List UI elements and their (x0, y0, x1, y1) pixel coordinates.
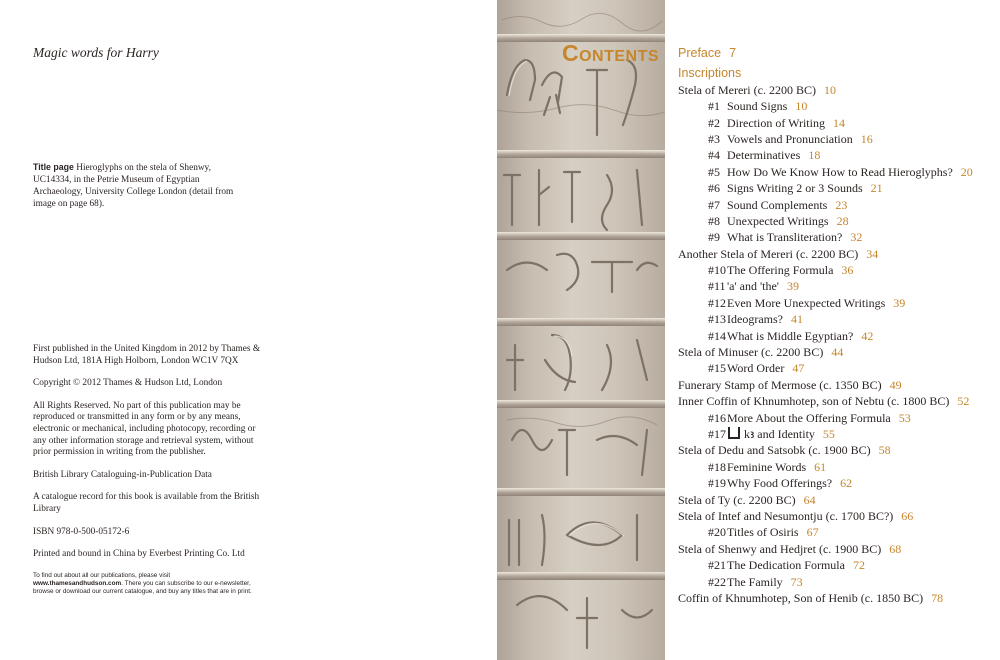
toc-page-number: 72 (852, 558, 865, 573)
toc-page-number: 64 (803, 492, 816, 507)
toc-entry-title: Another Stela of Mereri (c. 2200 BC) (678, 246, 859, 261)
toc-entry-title: Signs Writing 2 or 3 Sounds (727, 181, 863, 196)
contents-title: Contents (562, 40, 660, 66)
toc-page-number: 44 (831, 345, 844, 360)
toc-page-number: 10 (823, 82, 836, 97)
stela-hieroglyph-image (497, 0, 665, 660)
toc-entry-number: #22 (708, 574, 726, 589)
toc-page-number: 73 (790, 574, 803, 589)
title-page-caption (33, 161, 248, 210)
toc-subentry[interactable] (678, 312, 1000, 328)
toc-page-number: 10 (795, 99, 808, 114)
toc-entry-number: #2 (708, 115, 720, 130)
toc-entry-title: Sound Complements (727, 197, 828, 212)
toc-entry-title: What is Middle Egyptian? (727, 328, 854, 343)
toc-page-number: 62 (840, 476, 853, 491)
toc-entry-title: 'a' and 'the' (727, 279, 779, 294)
toc-page-number: 28 (836, 213, 849, 228)
toc-entry[interactable] (678, 509, 1000, 525)
toc-entry-title: More About the Offering Formula (727, 410, 891, 425)
toc-entry-title: Titles of Osiris (727, 525, 799, 540)
toc-subentry[interactable] (678, 214, 1000, 230)
toc-entry-title: Preface (678, 46, 722, 60)
ka-glyph-icon (727, 427, 741, 439)
toc-page-number: 41 (790, 312, 803, 327)
toc-page-number: 52 (957, 394, 970, 409)
toc-entry-number: #15 (708, 361, 726, 376)
toc-entry-title: Unexpected Writings (727, 213, 829, 228)
toc-subentry[interactable] (678, 575, 1000, 591)
toc-subentry[interactable] (678, 296, 1000, 312)
toc-entry-title: Stela of Mereri (c. 2200 BC) (678, 82, 816, 97)
toc-entry-number: #10 (708, 263, 726, 278)
toc-subentry[interactable] (678, 198, 1000, 214)
toc-entry-title: Stela of Intef and Nesumontju (c. 1700 BC?) (678, 508, 894, 523)
imprint-block (33, 344, 263, 608)
toc-page-number: 16 (860, 131, 873, 146)
toc-entry-number: #21 (708, 558, 726, 573)
toc-entry-title: Feminine Words (727, 459, 807, 474)
toc-entry[interactable] (678, 378, 1000, 394)
caption-label: Title page (33, 162, 74, 172)
toc-entry-title: The Family (727, 574, 783, 589)
copyright: Copyright © 2012 Thames & Hudson Ltd, London (33, 378, 223, 389)
toc-entry[interactable] (678, 493, 1000, 509)
toc-entry[interactable] (678, 591, 1000, 607)
table-of-contents (678, 46, 1000, 607)
toc-page-number: 23 (835, 197, 848, 212)
toc-entry-number: #11 (708, 279, 726, 294)
toc-entry-number: #7 (708, 197, 720, 212)
toc-entry-title: Stela of Ty (c. 2200 BC) (678, 492, 796, 507)
toc-subentry[interactable] (678, 230, 1000, 246)
toc-entry-number: #17 (708, 426, 726, 441)
toc-entry-title: Sound Signs (727, 99, 788, 114)
isbn: ISBN 978-0-500-05172-6 (33, 526, 130, 537)
toc-entry-title: Stela of Dedu and Satsobk (c. 1900 BC) (678, 443, 871, 458)
toc-page-number: 55 (822, 426, 835, 441)
toc-subentry[interactable] (678, 165, 1000, 181)
toc-subentry[interactable] (678, 132, 1000, 148)
toc-entry-number: #12 (708, 295, 726, 310)
publisher-note: To find out about all our publications, please visit www.thamesandhudson.com. There you can subscribe to our e-newsletter, browse or download our current catalogue, and buy any titles that are in print. (33, 571, 252, 596)
toc-entry-number: #8 (708, 213, 720, 228)
toc-page-number: 67 (806, 525, 819, 540)
toc-page-number: 14 (832, 115, 845, 130)
toc-subentry[interactable] (678, 148, 1000, 164)
toc-entry[interactable] (678, 394, 1000, 410)
toc-page-number: 58 (878, 443, 891, 458)
toc-entry-title: The Offering Formula (727, 263, 834, 278)
toc-entry-number: #16 (708, 410, 726, 425)
toc-subentry[interactable] (678, 279, 1000, 295)
toc-page-number: 7 (729, 46, 737, 60)
caption-text: Hieroglyphs on the stela of Shenwy, UC14334, in the Petrie Museum of Egyptian Archaeology, University College London (detail from image on page 68). (33, 163, 234, 209)
toc-entry-title: Funerary Stamp of Mermose (c. 1350 BC) (678, 377, 882, 392)
toc-entry-number: #5 (708, 164, 720, 179)
toc-entry-title: What is Transliteration? (727, 230, 843, 245)
toc-subentry[interactable] (678, 558, 1000, 574)
toc-entry[interactable] (678, 83, 1000, 99)
toc-entry-title: Word Order (727, 361, 785, 376)
toc-entry[interactable] (678, 542, 1000, 558)
toc-entry[interactable] (678, 345, 1000, 361)
toc-entry-title: Why Food Offerings? (727, 476, 833, 491)
toc-subentry[interactable] (678, 525, 1000, 541)
toc-entry-title: Determinatives (727, 148, 801, 163)
toc-page-number: 61 (814, 459, 827, 474)
toc-entry-number: #20 (708, 525, 726, 540)
toc-entry-number: #1 (708, 99, 720, 114)
toc-subentry[interactable] (678, 99, 1000, 115)
catalogue-record: A catalogue record for this book is available from the British Library (33, 492, 260, 514)
toc-entry-number: #9 (708, 230, 720, 245)
toc-subentry[interactable] (678, 460, 1000, 476)
toc-entry-title: Stela of Minuser (c. 2200 BC) (678, 345, 824, 360)
toc-page-number: 49 (889, 377, 902, 392)
toc-page-number: 47 (792, 361, 805, 376)
dedication: Magic words for Harry (33, 45, 159, 60)
toc-entry-number: #3 (708, 131, 720, 146)
toc-section[interactable] (678, 46, 1000, 62)
toc-section[interactable] (678, 66, 1000, 82)
toc-entry-title: How Do We Know How to Read Hieroglyphs? (727, 164, 953, 179)
toc-entry-number: #13 (708, 312, 726, 327)
toc-page-number: 20 (960, 164, 973, 179)
toc-entry-title: Inscriptions (678, 66, 742, 81)
toc-page-number: 68 (889, 541, 902, 556)
toc-subentry[interactable] (678, 476, 1000, 492)
toc-page-number: 39 (786, 279, 799, 294)
cip-data: British Library Cataloguing-in-Publication Data (33, 469, 212, 480)
toc-entry-number: #4 (708, 148, 720, 163)
printed-by: Printed and bound in China by Everbest Printing Co. Ltd (33, 549, 245, 560)
toc-subentry[interactable] (678, 116, 1000, 132)
toc-page-number: 21 (870, 181, 883, 196)
toc-page-number: 32 (850, 230, 863, 245)
toc-entry-number: #18 (708, 459, 726, 474)
toc-entry-title: The Dedication Formula (727, 558, 845, 573)
toc-page-number: 78 (931, 590, 944, 605)
toc-subentry[interactable] (678, 181, 1000, 197)
toc-entry-title: Inner Coffin of Khnumhotep, son of Nebtu (c. 1800 BC) (678, 394, 950, 409)
toc-subentry[interactable] (678, 361, 1000, 377)
toc-subentry[interactable] (678, 427, 1000, 443)
toc-page-number: 39 (893, 295, 906, 310)
rights-notice: All Rights Reserved. No part of this publication may be reproduced or transmitted in any form or by any means, electronic or mechanical, including photocopy, recording or any other information storage and retrieval system, without prior permission in writing from the publisher. (33, 400, 256, 458)
toc-subentry[interactable] (678, 329, 1000, 345)
left-page (0, 0, 497, 660)
toc-entry-number: #6 (708, 181, 720, 196)
toc-entry-title: Even More Unexpected Writings (727, 295, 886, 310)
toc-entry-title: Direction of Writing (727, 115, 825, 130)
toc-entry-title: Vowels and Pronunciation (727, 131, 853, 146)
toc-page-number: 34 (866, 246, 879, 261)
toc-page-number: 42 (861, 328, 874, 343)
toc-subentry[interactable] (678, 263, 1000, 279)
first-published: First published in the United Kingdom in 2012 by Thames & Hudson Ltd, 181A High Holborn, London WC1V 7QX (33, 344, 261, 366)
toc-entry[interactable] (678, 247, 1000, 263)
toc-page-number: 36 (841, 263, 854, 278)
toc-entry-title: Coffin of Khnumhotep, Son of Henib (c. 1850 BC) (678, 590, 924, 605)
toc-subentry[interactable] (678, 411, 1000, 427)
toc-entry-title: kꜣ and Identity (744, 426, 815, 441)
toc-entry[interactable] (678, 443, 1000, 459)
toc-entry-title: Ideograms? (727, 312, 783, 327)
toc-entry-number: #14 (708, 328, 726, 343)
toc-entry-number: #19 (708, 476, 726, 491)
toc-page-number: 18 (808, 148, 821, 163)
toc-entry-title: Stela of Shenwy and Hedjret (c. 1900 BC) (678, 541, 882, 556)
publisher-website-link[interactable]: www.thamesandhudson.com (33, 580, 122, 588)
toc-page-number: 66 (901, 508, 914, 523)
hieroglyph-carving (497, 0, 665, 660)
toc-page-number: 53 (898, 410, 911, 425)
